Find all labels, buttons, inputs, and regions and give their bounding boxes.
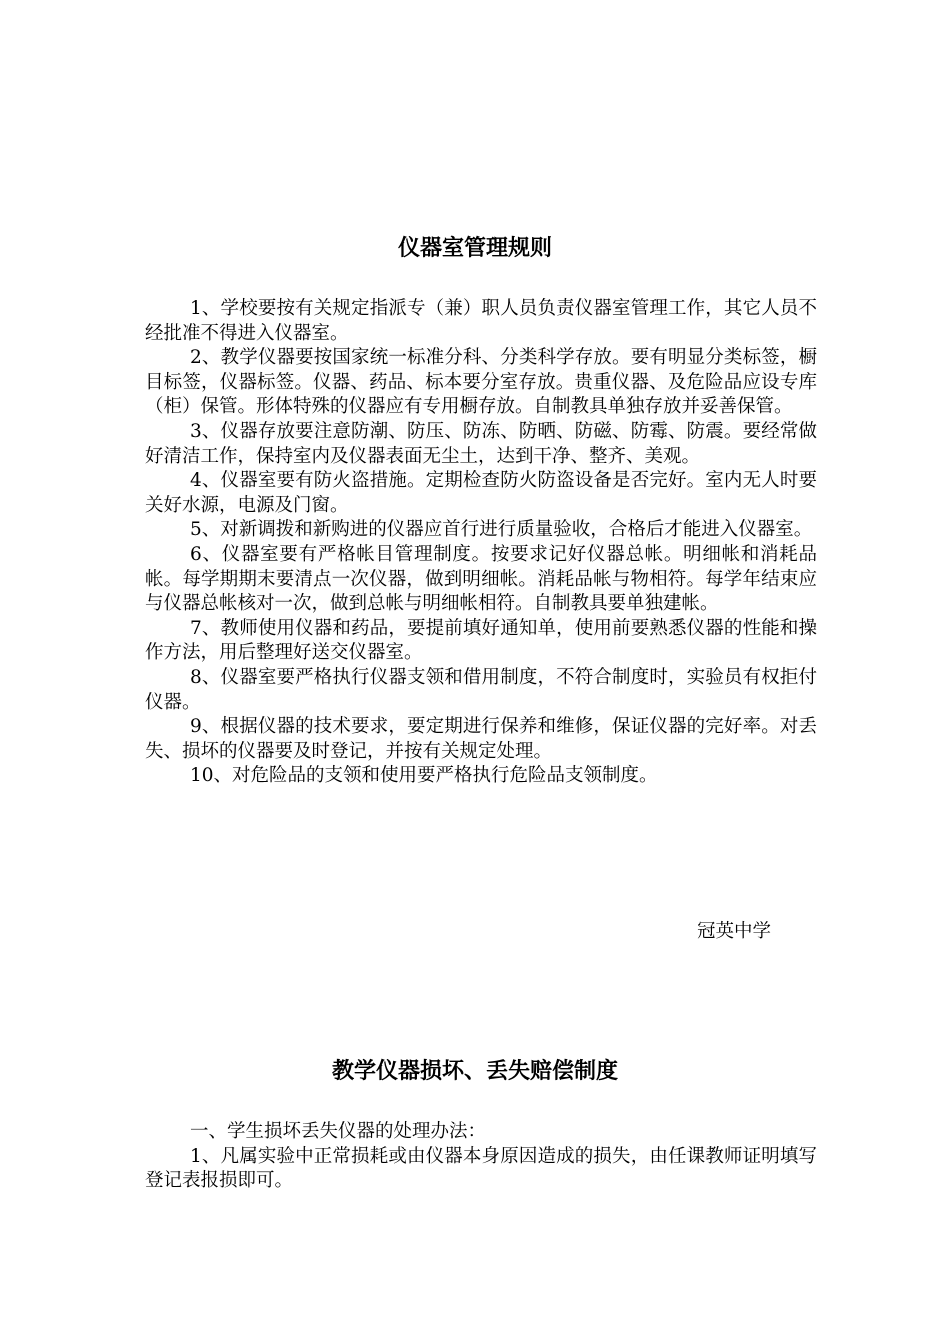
section1-paragraph-9: 9、根据仪器的技术要求，要定期进行保养和维修，保证仪器的完好率。对丢失、损坏的仪器要及时登记，并按有关规定处理。	[145, 716, 817, 762]
section1-paragraph-6: 6、仪器室要有严格帐目管理制度。按要求记好仪器总帐。明细帐和消耗品帐。每学期期末要清点一次仪器，做到明细帐。消耗品帐与物相符。每学年结束应与仪器总帐核对一次，做到总帐与明细帐相符。自制教具要单独建帐。	[145, 543, 817, 615]
section1-paragraph-7: 7、教师使用仪器和药品，要提前填好通知单，使用前要熟悉仪器的性能和操作方法，用后整理好送交仪器室。	[145, 617, 817, 664]
section1-paragraph-8: 8、仪器室要严格执行仪器支领和借用制度，不符合制度时，实验员有权拒付仪器。	[145, 666, 817, 713]
section1-paragraph-5: 5、对新调拨和新购进的仪器应首行进行质量验收，合格后才能进入仪器室。	[190, 519, 813, 541]
section1-body	[145, 297, 817, 789]
signature: 冠英中学	[697, 921, 772, 942]
section1-paragraph-10: 10、对危险品的支领和使用要严格执行危险品支领制度。	[190, 765, 658, 787]
section2-title: 教学仪器损坏、丢失赔偿制度	[331, 1059, 618, 1084]
section1-paragraph-3: 3、仪器存放要注意防潮、防压、防冻、防晒、防磁、防霉、防震。要经常做好清洁工作，保持室内及仪器表面无尘土，达到干净、整齐、美观。	[145, 420, 817, 467]
section2-body	[145, 1120, 817, 1194]
section1-title: 仪器室管理规则	[397, 236, 552, 261]
section2-paragraph-2: 1、凡属实验中正常损耗或由仪器本身原因造成的损失，由任课教师证明填写登记表报损即可。	[145, 1145, 817, 1192]
section1-paragraph-1: 1、学校要按有关规定指派专（兼）职人员负责仪器室管理工作，其它人员不经批准不得进入仪器室。	[145, 298, 817, 344]
section2-paragraph-1: 一、学生损坏丢失仪器的处理办法：	[190, 1121, 487, 1142]
section1-paragraph-2: 2、教学仪器要按国家统一标准分科、分类科学存放。要有明显分类标签，橱目标签，仪器标签。仪器、药品、标本要分室存放。贵重仪器、及危险品应设专库（柜）保管。形体特殊的仪器应有专用橱存放。自制教具单独存放并妥善保管。	[145, 347, 817, 418]
section1-paragraph-4: 4、仪器室要有防火盗措施。定期检查防火防盗设备是否完好。室内无人时要关好水源，电源及门窗。	[145, 470, 817, 516]
